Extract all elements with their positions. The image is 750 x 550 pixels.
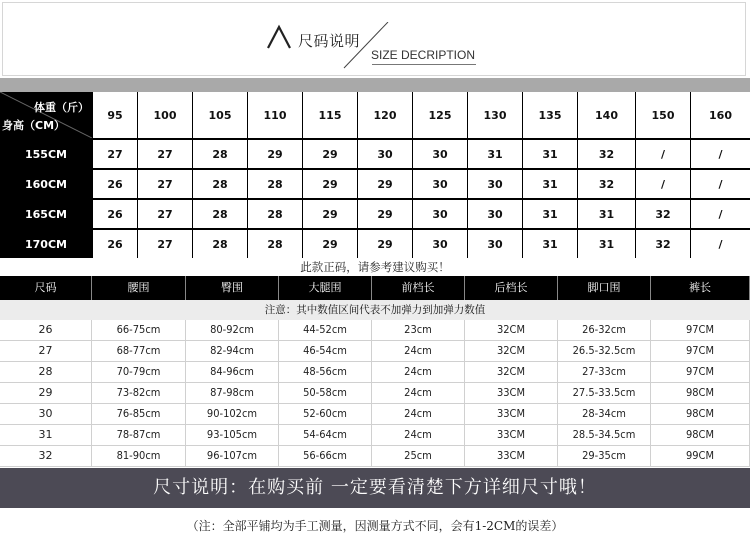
table-cell: 99CM <box>651 446 750 466</box>
size-cell: 29 <box>358 230 412 258</box>
size-cell: 28 <box>248 230 302 258</box>
size-cell: / <box>691 200 750 228</box>
table-cell: 33CM <box>465 404 558 424</box>
table-cell: 31 <box>0 425 92 445</box>
table-cell: 84-96cm <box>186 362 279 382</box>
table-cell: 30 <box>0 404 92 424</box>
table-cell: 32CM <box>465 362 558 382</box>
column-header: 臀围 <box>186 276 279 300</box>
size-cell: 31 <box>523 200 577 228</box>
table-cell: 87-98cm <box>186 383 279 403</box>
height-row-label: 165CM <box>0 200 92 228</box>
size-cell: 28 <box>248 200 302 228</box>
table-cell: 90-102cm <box>186 404 279 424</box>
table-cell: 81-90cm <box>92 446 186 466</box>
size-cell: 32 <box>636 200 690 228</box>
size-cell: 28 <box>248 170 302 198</box>
size-cell: 28 <box>193 140 247 168</box>
table-cell: 70-79cm <box>92 362 186 382</box>
size-cell: 27 <box>93 140 137 168</box>
header-band <box>0 78 750 92</box>
table-row <box>0 404 750 425</box>
table-cell: 73-82cm <box>92 383 186 403</box>
size-cell: 28 <box>193 230 247 258</box>
size-cell: 27 <box>138 200 192 228</box>
weight-header-cell: 105 <box>193 92 247 138</box>
measurement-footnote: （注：全部平铺均为手工测量，因测量方式不同，会有1-2CM的误差） <box>186 519 564 533</box>
table-cell: 44-52cm <box>279 320 372 340</box>
table-cell: 80-92cm <box>186 320 279 340</box>
weight-header-cell: 160 <box>691 92 750 138</box>
weight-header-cell: 130 <box>468 92 522 138</box>
table-cell: 27 <box>0 341 92 361</box>
table-cell: 32 <box>0 446 92 466</box>
size-cell: 32 <box>578 140 635 168</box>
weight-header-cell: 115 <box>303 92 357 138</box>
column-header: 裤长 <box>651 276 750 300</box>
table-cell: 33CM <box>465 446 558 466</box>
table-cell: 97CM <box>651 362 750 382</box>
size-cell: 31 <box>523 140 577 168</box>
table-cell: 25cm <box>372 446 465 466</box>
table-cell: 76-85cm <box>92 404 186 424</box>
table-cell: 26.5-32.5cm <box>558 341 651 361</box>
size-cell: 29 <box>303 170 357 198</box>
caret-up-icon <box>266 24 292 50</box>
size-cell: 30 <box>358 140 412 168</box>
table-cell: 54-64cm <box>279 425 372 445</box>
table-cell: 32CM <box>465 320 558 340</box>
size-cell: / <box>691 230 750 258</box>
column-header: 前档长 <box>372 276 465 300</box>
table-cell: 98CM <box>651 383 750 403</box>
table-cell: 68-77cm <box>92 341 186 361</box>
size-cell: 29 <box>358 200 412 228</box>
column-header: 大腿围 <box>279 276 372 300</box>
weight-header-cell: 110 <box>248 92 302 138</box>
table-cell: 29 <box>0 383 92 403</box>
header-underline <box>372 64 476 65</box>
table-cell: 26-32cm <box>558 320 651 340</box>
table-cell: 28 <box>0 362 92 382</box>
size-cell: 31 <box>578 230 635 258</box>
column-header: 后档长 <box>465 276 558 300</box>
table-row <box>0 446 750 467</box>
table-cell: 93-105cm <box>186 425 279 445</box>
table-cell: 97CM <box>651 320 750 340</box>
size-cell: 30 <box>413 140 467 168</box>
table-cell: 46-54cm <box>279 341 372 361</box>
table-cell: 23cm <box>372 320 465 340</box>
header-title: 尺码说明 <box>298 32 361 50</box>
table-cell: 27.5-33.5cm <box>558 383 651 403</box>
table-cell: 82-94cm <box>186 341 279 361</box>
size-cell: / <box>636 170 690 198</box>
table-cell: 24cm <box>372 383 465 403</box>
size-cell: / <box>691 170 750 198</box>
size-cell: 28 <box>193 200 247 228</box>
table-row <box>0 341 750 362</box>
table-cell: 32CM <box>465 341 558 361</box>
table-cell: 24cm <box>372 341 465 361</box>
weight-header-cell: 95 <box>93 92 137 138</box>
table-cell: 33CM <box>465 383 558 403</box>
weight-header-cell: 120 <box>358 92 412 138</box>
table-cell: 24cm <box>372 404 465 424</box>
table-cell: 50-58cm <box>279 383 372 403</box>
table-cell: 24cm <box>372 425 465 445</box>
header-subtitle: SIZE DECRIPTION <box>371 48 476 62</box>
size-cell: 27 <box>138 170 192 198</box>
table-cell: 24cm <box>372 362 465 382</box>
weight-header-cell: 125 <box>413 92 467 138</box>
table-cell: 28.5-34.5cm <box>558 425 651 445</box>
size-cell: 32 <box>578 170 635 198</box>
weight-axis-label: 体重（斤） <box>34 101 89 114</box>
weight-header-cell: 140 <box>578 92 635 138</box>
table-row <box>0 362 750 383</box>
size-cell: 31 <box>468 140 522 168</box>
weight-header-cell: 150 <box>636 92 690 138</box>
size-cell: 26 <box>93 200 137 228</box>
size-cell: 32 <box>636 230 690 258</box>
size-cell: 29 <box>303 140 357 168</box>
table-cell: 28-34cm <box>558 404 651 424</box>
table-row <box>0 425 750 446</box>
weight-header-cell: 135 <box>523 92 577 138</box>
size-cell: 31 <box>578 200 635 228</box>
size-cell: 26 <box>93 170 137 198</box>
table-cell: 66-75cm <box>92 320 186 340</box>
page-header <box>0 0 750 78</box>
table-cell: 27-33cm <box>558 362 651 382</box>
size-cell: / <box>636 140 690 168</box>
column-header: 尺码 <box>0 276 92 300</box>
size-banner: 尺寸说明：在购买前 一定要看清楚下方详细尺寸哦！ <box>0 468 750 508</box>
size-cell: 30 <box>413 170 467 198</box>
table-row <box>0 383 750 404</box>
size-cell: 28 <box>193 170 247 198</box>
size-cell: / <box>691 140 750 168</box>
size-cell: 29 <box>358 170 412 198</box>
table-cell: 48-56cm <box>279 362 372 382</box>
size-cell: 30 <box>468 170 522 198</box>
size-cell: 26 <box>93 230 137 258</box>
column-header: 脚口围 <box>558 276 651 300</box>
table-cell: 29-35cm <box>558 446 651 466</box>
size-cell: 27 <box>138 230 192 258</box>
measurement-note: 注意：其中数值区间代表不加弹力到加弹力数值 <box>0 300 750 320</box>
height-row-label: 155CM <box>0 140 92 168</box>
weight-header-cell: 100 <box>138 92 192 138</box>
table-cell: 98CM <box>651 425 750 445</box>
height-axis-label: 身高（CM） <box>2 119 66 132</box>
table-cell: 52-60cm <box>279 404 372 424</box>
measurement-table-header <box>0 276 750 300</box>
size-cell: 30 <box>413 200 467 228</box>
table-cell: 78-87cm <box>92 425 186 445</box>
divider-slash <box>340 22 390 70</box>
table-row <box>0 320 750 341</box>
column-header: 腰围 <box>92 276 186 300</box>
table-cell: 98CM <box>651 404 750 424</box>
size-cell: 29 <box>248 140 302 168</box>
size-cell: 30 <box>468 230 522 258</box>
fit-notice: 此款正码，请参考建议购买！ <box>300 260 450 274</box>
height-row-label: 170CM <box>0 230 92 258</box>
size-cell: 29 <box>303 230 357 258</box>
size-recommendation-table <box>0 92 750 258</box>
table-cell: 33CM <box>465 425 558 445</box>
size-cell: 31 <box>523 170 577 198</box>
table-cell: 97CM <box>651 341 750 361</box>
size-cell: 30 <box>413 230 467 258</box>
table-cell: 56-66cm <box>279 446 372 466</box>
table-corner-cell <box>0 92 92 138</box>
size-cell: 29 <box>303 200 357 228</box>
size-cell: 27 <box>138 140 192 168</box>
size-cell: 30 <box>468 200 522 228</box>
height-row-label: 160CM <box>0 170 92 198</box>
table-cell: 26 <box>0 320 92 340</box>
table-cell: 96-107cm <box>186 446 279 466</box>
size-cell: 31 <box>523 230 577 258</box>
measurement-table-body <box>0 320 750 468</box>
